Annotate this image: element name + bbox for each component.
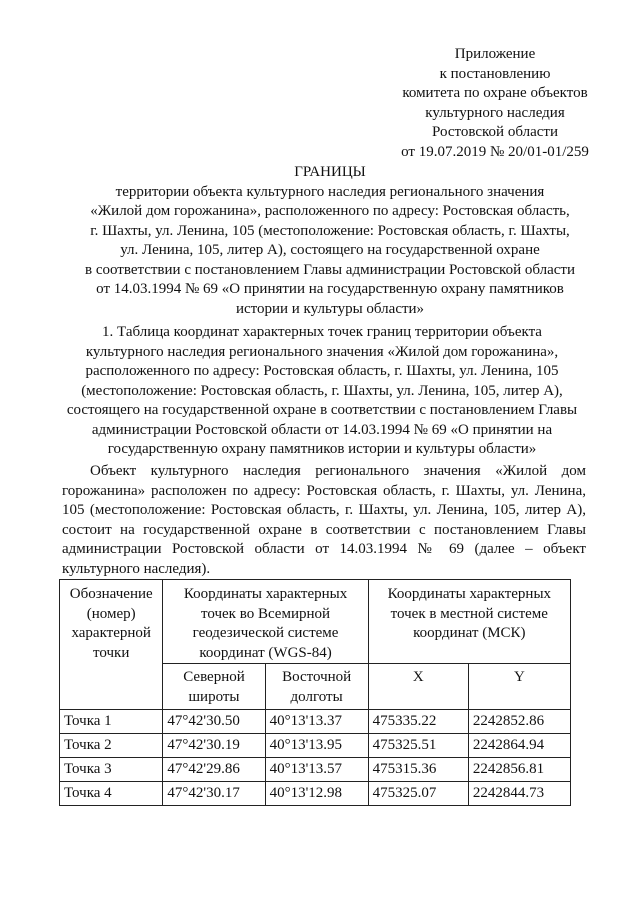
- object-description: [62, 462, 586, 579]
- cell-x: 475315.36: [368, 758, 468, 782]
- appendix-line: к постановлению: [439, 65, 551, 82]
- cell-y: 2242864.94: [468, 734, 570, 758]
- coordinates-table: [59, 579, 571, 806]
- header-text: Координаты характерных: [183, 586, 348, 602]
- cell-y: 2242852.86: [468, 710, 570, 734]
- header-text: точки: [93, 644, 130, 661]
- header-text: характерной: [71, 625, 151, 641]
- table-row: [60, 710, 571, 734]
- title-line: территории объекта культурного наследия регионального значения: [115, 183, 545, 200]
- appendix-line: Ростовской области: [432, 124, 558, 140]
- header-text: точек в местной системе: [390, 605, 548, 622]
- header-text: широты: [188, 688, 240, 705]
- paragraph-line: состоит на государственной охране в соответствии с постановлением Главы: [62, 521, 586, 538]
- paragraph-line: Объект культурного наследия регионального значения «Жилой дом: [90, 463, 586, 479]
- appendix-line: комитета по охране объектов: [402, 85, 588, 101]
- cell-east: 40°13'12.98: [265, 782, 368, 806]
- title-line: в соответствии с постановлением Главы администрации Ростовской области: [84, 261, 575, 278]
- header-msk: [368, 580, 570, 664]
- appendix-line: от 19.07.2019 № 20/01-01/259: [401, 143, 589, 160]
- title-line: ул. Ленина, 105, литер А), состоящего на государственной охране: [120, 242, 540, 258]
- header-text: Восточной: [282, 669, 352, 685]
- header-text: долготы: [290, 688, 343, 705]
- appendix-line: культурного наследия: [425, 104, 565, 121]
- document-title: [60, 163, 600, 319]
- header-text: Обозначение: [69, 586, 153, 602]
- cell-east: 40°13'13.37: [265, 710, 368, 734]
- header-text: геодезической системе: [192, 625, 339, 641]
- section-line: администрации Ростовской области от 14.03.1994 № 69 «О принятии на: [91, 421, 553, 438]
- subheader-y: Y: [468, 664, 570, 710]
- cell-y: 2242844.73: [468, 782, 570, 806]
- subheader-north: [163, 664, 265, 710]
- table-row: [60, 782, 571, 806]
- appendix-header: [390, 45, 600, 162]
- cell-point: Точка 4: [60, 782, 163, 806]
- section-line: (местоположение: Ростовская область, г. Шахты, ул. Ленина, 105, литер А),: [81, 382, 563, 399]
- section-line: государственную охрану памятников истории и культуры области»: [107, 441, 537, 457]
- section-line: культурного наследия регионального значения «Жилой дом горожанина»,: [85, 343, 559, 360]
- cell-north: 47°42'30.50: [163, 710, 265, 734]
- paragraph-line: администрации Ростовской области от 14.03.1994 № 69 (далее – объект: [62, 541, 586, 557]
- paragraph-line: культурного наследия).: [62, 560, 211, 577]
- header-text: Северной: [183, 669, 245, 685]
- header-text: Координаты характерных: [387, 586, 552, 602]
- header-point: [60, 580, 163, 710]
- subheader-east: [265, 664, 368, 710]
- cell-x: 475325.51: [368, 734, 468, 758]
- cell-east: 40°13'13.57: [265, 758, 368, 782]
- cell-point: Точка 2: [60, 734, 163, 758]
- subheader-x: X: [368, 664, 468, 710]
- cell-x: 475335.22: [368, 710, 468, 734]
- table-row: [60, 734, 571, 758]
- header-text: (номер): [86, 605, 136, 622]
- title-line: г. Шахты, ул. Ленина, 105 (местоположение: Ростовская область, г. Шахты,: [90, 222, 570, 239]
- cell-east: 40°13'13.95: [265, 734, 368, 758]
- paragraph-line: горожанина» расположен по адресу: Ростовская область, г. Шахты, ул. Ленина,: [62, 482, 586, 499]
- section-line: состоящего на государственной охране в соответствии с постановлением Главы: [66, 402, 578, 418]
- title-line: от 14.03.1994 № 69 «О принятии на государственную охрану памятников: [96, 281, 564, 297]
- appendix-line: Приложение: [454, 46, 536, 62]
- header-text: точек во Всемирной: [201, 605, 331, 622]
- cell-x: 475325.07: [368, 782, 468, 806]
- table-row: [60, 758, 571, 782]
- title-line: «Жилой дом горожанина», расположенного по адресу: Ростовская область,: [90, 203, 570, 219]
- title-heading: ГРАНИЦЫ: [294, 164, 366, 180]
- paragraph-line: 105 (местоположение: Ростовская область, г. Шахты, ул. Ленина, 105, литер А),: [62, 502, 586, 518]
- header-text: координат (WGS-84): [199, 644, 332, 661]
- cell-north: 47°42'30.17: [163, 782, 265, 806]
- table-header-row: [60, 580, 571, 664]
- section-1-heading: [62, 323, 582, 460]
- section-line: 1. Таблица координат характерных точек границ территории объекта: [102, 324, 542, 340]
- cell-north: 47°42'29.86: [163, 758, 265, 782]
- cell-point: Точка 3: [60, 758, 163, 782]
- section-line: расположенного по адресу: Ростовская область, г. Шахты, ул. Ленина, 105: [85, 363, 559, 379]
- title-line: истории и культуры области»: [235, 300, 425, 317]
- header-wgs: [163, 580, 368, 664]
- cell-point: Точка 1: [60, 710, 163, 734]
- cell-north: 47°42'30.19: [163, 734, 265, 758]
- header-text: координат (МСК): [413, 625, 526, 641]
- cell-y: 2242856.81: [468, 758, 570, 782]
